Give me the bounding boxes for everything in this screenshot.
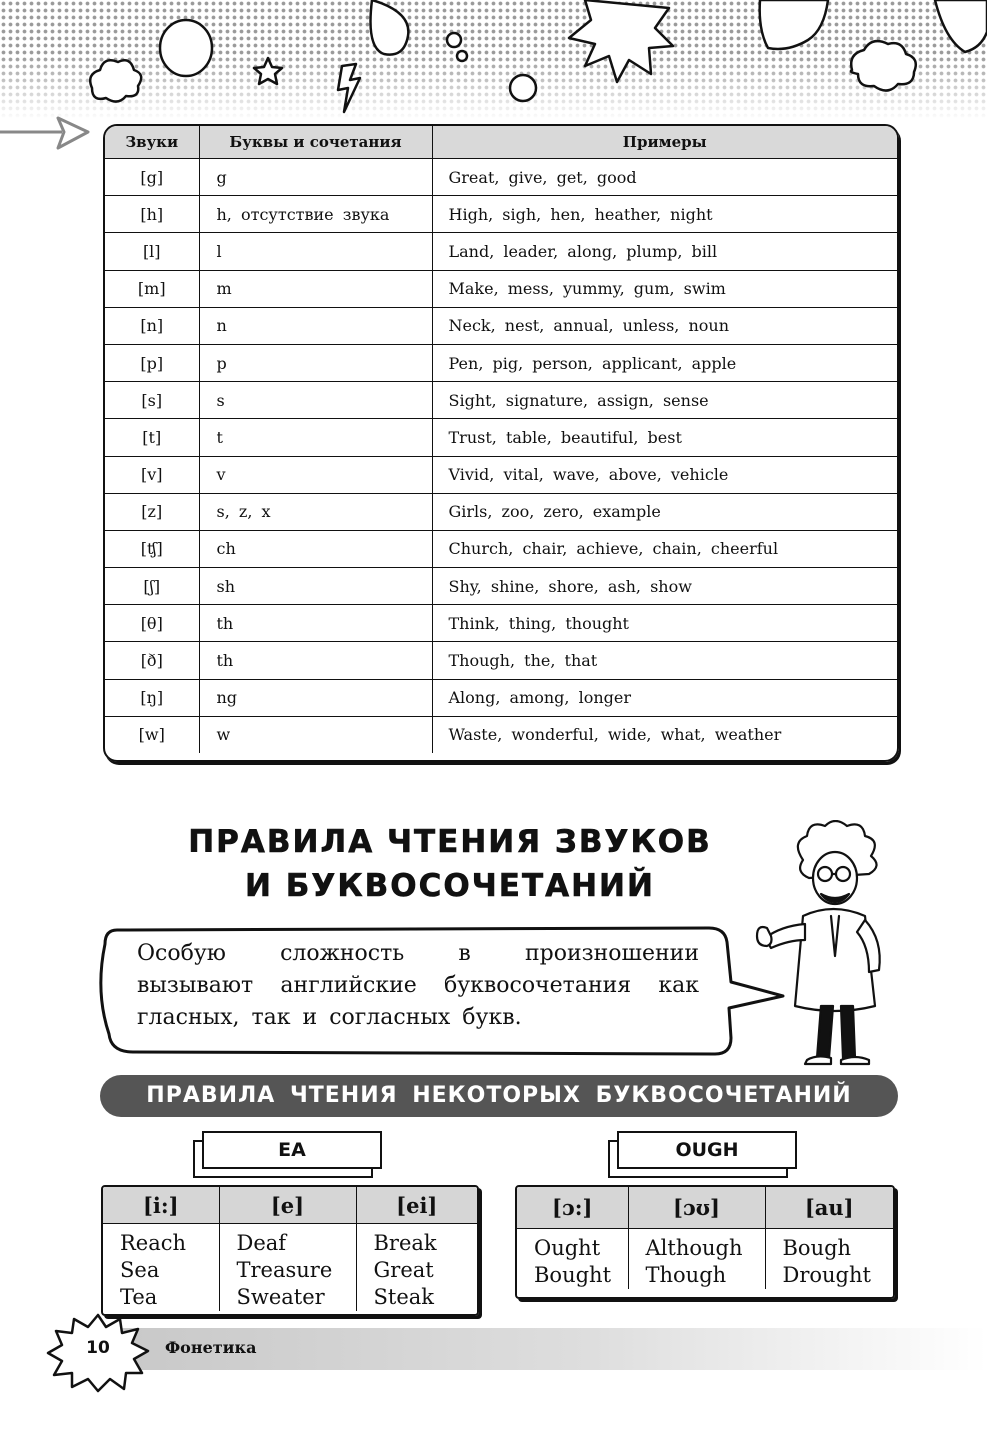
page-number: 10 bbox=[86, 1338, 110, 1358]
title-line: ПРАВИЛА ЧТЕНИЯ ЗВУКОВ bbox=[188, 824, 712, 860]
letters-cell: th bbox=[199, 642, 432, 679]
ea-column bbox=[356, 1224, 477, 1312]
ough-column bbox=[628, 1229, 765, 1290]
sounds-table bbox=[105, 126, 897, 753]
table-row bbox=[105, 233, 897, 270]
ough-word: Bought bbox=[534, 1263, 612, 1287]
drop-icon bbox=[371, 0, 409, 55]
ea-word: Sea bbox=[120, 1258, 160, 1282]
ea-word: Reach bbox=[120, 1231, 187, 1255]
small-bubble-icon bbox=[447, 33, 461, 47]
letters-cell: v bbox=[199, 456, 432, 493]
examples-cell: Land, leader, along, plump, bill bbox=[432, 233, 897, 270]
ea-label: EA bbox=[202, 1131, 382, 1169]
ea-word: Treasure bbox=[236, 1258, 333, 1282]
ough-table-frame bbox=[515, 1185, 895, 1299]
ough-label: OUGH bbox=[617, 1131, 797, 1169]
table-row bbox=[105, 456, 897, 493]
sound-cell: [p] bbox=[105, 344, 199, 381]
ea-table-frame bbox=[101, 1185, 479, 1316]
examples-cell: Great, give, get, good bbox=[432, 159, 897, 196]
header-doodles bbox=[0, 0, 987, 115]
ough-column bbox=[517, 1229, 628, 1290]
ough-word: Drought bbox=[782, 1263, 871, 1287]
lightning-icon bbox=[338, 64, 360, 112]
examples-cell: Make, mess, yummy, gum, swim bbox=[432, 270, 897, 307]
letters-cell: m bbox=[199, 270, 432, 307]
ea-word: Break bbox=[373, 1231, 437, 1255]
cloud-icon bbox=[851, 41, 916, 90]
table-row bbox=[105, 642, 897, 679]
examples-cell: Waste, wonderful, wide, what, weather bbox=[448, 725, 782, 745]
ough-word: Bough bbox=[782, 1236, 852, 1260]
sound-cell: [θ] bbox=[105, 605, 199, 642]
sound-cell: [s] bbox=[105, 382, 199, 419]
examples-cell: Church, chair, achieve, chain, cheerful bbox=[432, 530, 897, 567]
letters-cell: w bbox=[199, 716, 432, 753]
sounds-table-frame bbox=[103, 124, 899, 762]
ough-sound-header: [au] bbox=[765, 1187, 893, 1229]
letters-cell: g bbox=[199, 159, 432, 196]
sound-cell: [l] bbox=[105, 233, 199, 270]
header-sound: Звуки bbox=[105, 126, 199, 159]
sound-cell: [m] bbox=[105, 270, 199, 307]
examples-cell: Trust, table, beautiful, best bbox=[432, 419, 897, 456]
ea-table bbox=[103, 1187, 477, 1311]
sound-cell: [h] bbox=[105, 196, 199, 233]
table-row bbox=[105, 530, 897, 567]
examples-cell: Girls, zoo, zero, example bbox=[432, 493, 897, 530]
arrow-icon bbox=[0, 112, 96, 156]
ea-word: Tea bbox=[120, 1285, 158, 1309]
ough-sound-header: [ɔʊ] bbox=[628, 1187, 765, 1229]
table-row bbox=[105, 159, 897, 196]
sound-cell: [w] bbox=[105, 716, 199, 753]
footer-section-label: Фонетика bbox=[165, 1338, 257, 1357]
bubble-icon bbox=[510, 75, 536, 101]
ea-word: Sweater bbox=[236, 1285, 325, 1309]
sound-cell: [ð] bbox=[105, 642, 199, 679]
ough-word: Although bbox=[645, 1236, 743, 1260]
ea-sound-header: [e] bbox=[219, 1187, 356, 1224]
star-icon bbox=[254, 58, 282, 84]
sound-cell: [ŋ] bbox=[105, 679, 199, 716]
page-title bbox=[150, 820, 750, 908]
examples-cell: Pen, pig, person, applicant, apple bbox=[432, 344, 897, 381]
ea-word: Steak bbox=[373, 1285, 434, 1309]
table-row bbox=[105, 419, 897, 456]
bubble-icon bbox=[160, 20, 212, 76]
burst-icon bbox=[569, 0, 673, 82]
sound-cell: [g] bbox=[105, 159, 199, 196]
examples-cell: Shy, shine, shore, ash, show bbox=[432, 568, 897, 605]
table-row bbox=[105, 493, 897, 530]
sound-cell: [ʧ] bbox=[105, 530, 199, 567]
ough-word: Though bbox=[645, 1263, 727, 1287]
ea-sound-header: [ei] bbox=[356, 1187, 477, 1224]
table-row bbox=[105, 307, 897, 344]
table-row bbox=[105, 344, 897, 381]
cloud-icon bbox=[90, 60, 141, 101]
sound-cell: [v] bbox=[105, 456, 199, 493]
header-examples: Примеры bbox=[432, 126, 897, 159]
table-row bbox=[105, 270, 897, 307]
table-header-row bbox=[105, 126, 897, 159]
examples-cell: Neck, nest, annual, unless, noun bbox=[432, 307, 897, 344]
letters-cell: sh bbox=[199, 568, 432, 605]
letters-cell: p bbox=[199, 344, 432, 381]
table-row bbox=[517, 1229, 893, 1290]
ea-sound-header: [i:] bbox=[103, 1187, 219, 1224]
letters-cell: s, z, x bbox=[199, 493, 432, 530]
professor-illustration bbox=[745, 820, 895, 1070]
ough-word: Ought bbox=[534, 1236, 601, 1260]
letters-cell: n bbox=[199, 307, 432, 344]
ough-column bbox=[765, 1229, 893, 1290]
ough-table bbox=[517, 1187, 893, 1289]
sound-cell: [z] bbox=[105, 493, 199, 530]
table-row bbox=[105, 196, 897, 233]
letters-cell: s bbox=[199, 382, 432, 419]
ea-word: Great bbox=[373, 1258, 434, 1282]
examples-cell: High, sigh, hen, heather, night bbox=[432, 196, 897, 233]
sounds-table-body bbox=[105, 159, 897, 754]
table-row bbox=[105, 568, 897, 605]
bubble-text: Особую сложность в произношении вызывают английские буквосочетания как гласных, так и согласных букв. bbox=[137, 941, 699, 1030]
small-bubble-icon bbox=[457, 51, 467, 61]
letters-cell: th bbox=[199, 605, 432, 642]
table-header-row bbox=[517, 1187, 893, 1229]
ea-column bbox=[103, 1224, 219, 1312]
examples-cell: Vivid, vital, wave, above, vehicle bbox=[432, 456, 897, 493]
table-row bbox=[105, 605, 897, 642]
examples-cell: Think, thing, thought bbox=[432, 605, 897, 642]
letters-cell: t bbox=[199, 419, 432, 456]
blob-icon bbox=[935, 0, 987, 52]
ea-word: Deaf bbox=[236, 1231, 287, 1255]
ough-sound-header: [ɔ:] bbox=[517, 1187, 628, 1229]
table-header-row bbox=[103, 1187, 477, 1224]
examples-cell: Though, the, that bbox=[432, 642, 897, 679]
letters-cell: ng bbox=[199, 679, 432, 716]
sound-cell: [t] bbox=[105, 419, 199, 456]
table-row bbox=[105, 382, 897, 419]
sound-cell: [ʃ] bbox=[105, 568, 199, 605]
heart-icon bbox=[760, 0, 828, 49]
section-banner: ПРАВИЛА ЧТЕНИЯ НЕКОТОРЫХ БУКВОСОЧЕТАНИЙ bbox=[100, 1075, 898, 1117]
table-row bbox=[105, 716, 897, 753]
letters-cell: h, отсутствие звука bbox=[199, 196, 432, 233]
header-letters: Буквы и сочетания bbox=[199, 126, 432, 159]
sound-cell: [n] bbox=[105, 307, 199, 344]
letters-cell: ch bbox=[199, 530, 432, 567]
title-line: И БУКВОСОЧЕТАНИЙ bbox=[245, 868, 655, 904]
ea-column bbox=[219, 1224, 356, 1312]
table-row bbox=[105, 679, 897, 716]
table-row bbox=[103, 1224, 477, 1312]
letters-cell: l bbox=[199, 233, 432, 270]
examples-cell: Sight, signature, assign, sense bbox=[432, 382, 897, 419]
examples-cell: Along, among, longer bbox=[432, 679, 897, 716]
